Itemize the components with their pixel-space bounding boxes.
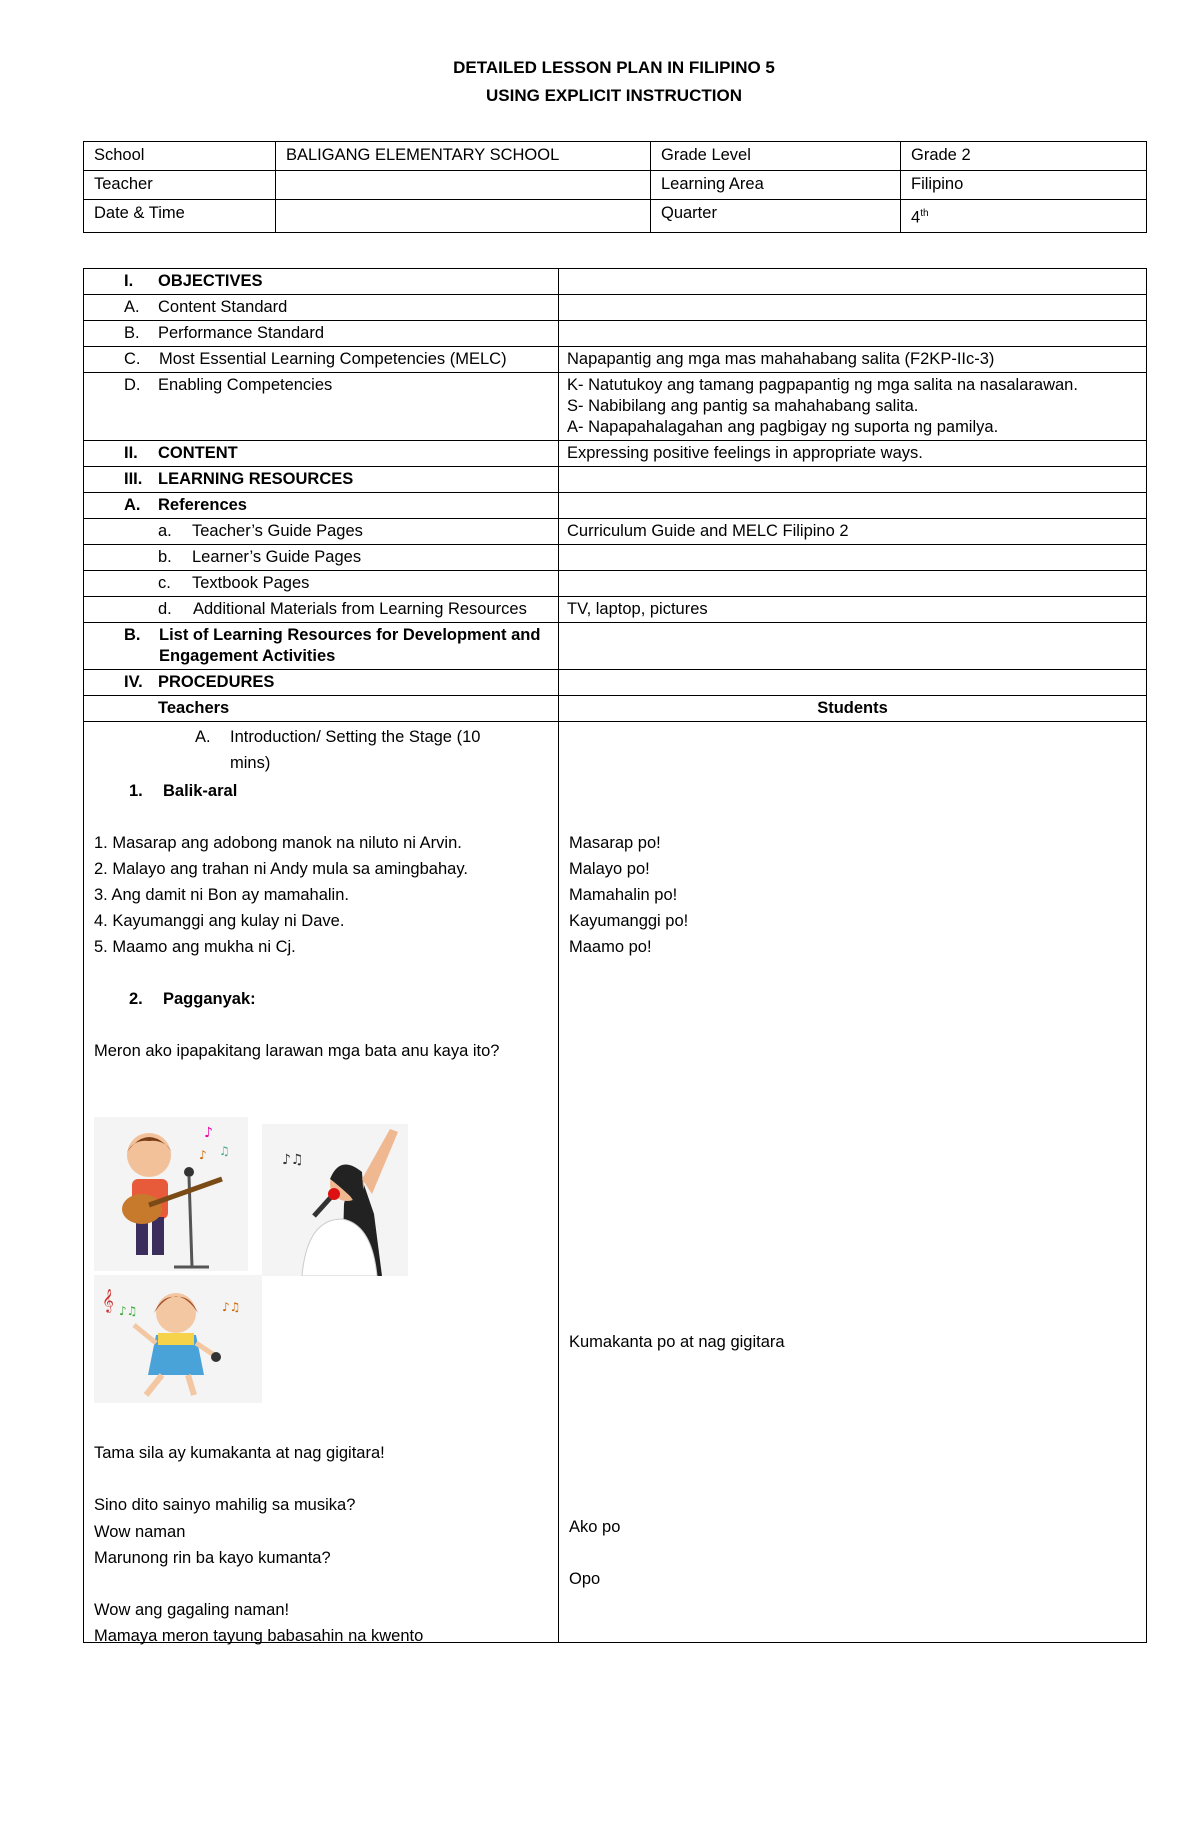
- melc-value: Napapantig ang mga mas mahahabang salita (F2KP-IIc-3): [559, 347, 1147, 373]
- student-procedure-cell: [559, 722, 1147, 1643]
- list-resources-row: B. List of Learning Resources for Development and Engagement Activities: [84, 623, 559, 670]
- pagganyak-heading: 2. Pagganyak:: [129, 990, 256, 1008]
- ako-answer: Ako po: [569, 1518, 621, 1536]
- grade-label: Grade Level: [651, 142, 901, 171]
- tg-value: Curriculum Guide and MELC Filipino 2: [559, 519, 1147, 545]
- sentence: 5. Maamo ang mukha ni Cj.: [94, 938, 296, 956]
- teachers-header: Teachers: [84, 696, 559, 722]
- tg-row: a. Teacher’s Guide Pages: [84, 519, 559, 545]
- area-value: Filipino: [901, 171, 1147, 200]
- sentence: 3. Ang damit ni Bon ay mamahalin.: [94, 886, 349, 904]
- enabling-row: D. Enabling Competencies: [84, 373, 559, 441]
- quarter-label: Quarter: [651, 200, 901, 233]
- teacher-label: Teacher: [84, 171, 276, 200]
- procedures-row: IV. PROCEDURES: [84, 670, 559, 696]
- tb-row: c. Textbook Pages: [84, 571, 559, 597]
- sentence: 4. Kayumanggi ang kulay ni Dave.: [94, 912, 345, 930]
- enabling-value: K- Natutukoy ang tamang pagpapantig ng mga salita na nasalarawan. S- Nabibilang ang pantig sa mahahabang salita. A- Napapahalagahan ang pagbigay ng suporta ng pamilya.: [559, 373, 1147, 441]
- teacher-value: [276, 171, 651, 200]
- marunong-text: Marunong rin ba kayo kumanta?: [94, 1549, 331, 1567]
- melc-row: C. Most Essential Learning Competencies (MELC): [84, 347, 559, 373]
- title-line-1: DETAILED LESSON PLAN IN FILIPINO 5: [453, 58, 775, 77]
- answer-list: [569, 830, 688, 960]
- answer: Maamo po!: [569, 938, 652, 956]
- svg-text:♪: ♪: [204, 1125, 213, 1141]
- additional-value: TV, laptop, pictures: [559, 597, 1147, 623]
- girl-singing-image: [262, 1124, 408, 1276]
- content-standard-row: A. Content Standard: [84, 295, 559, 321]
- title-line-2: USING EXPLICIT INSTRUCTION: [486, 86, 742, 105]
- info-table: [83, 141, 1147, 233]
- balik-aral-heading: 1. Balik-aral: [129, 782, 238, 800]
- grade-value: Grade 2: [901, 142, 1147, 171]
- content-value: Expressing positive feelings in appropriate ways.: [559, 441, 1147, 467]
- lg-row: b. Learner’s Guide Pages: [84, 545, 559, 571]
- additional-row: d. Additional Materials from Learning Resources: [84, 597, 559, 623]
- svg-text:♪♫: ♪♫: [282, 1152, 304, 1168]
- svg-text:♪: ♪: [199, 1148, 207, 1162]
- performance-standard-row: B. Performance Standard: [84, 321, 559, 347]
- content-row: II. CONTENT: [84, 441, 559, 467]
- answer: Malayo po!: [569, 860, 650, 878]
- wow-text: Wow naman: [94, 1523, 186, 1541]
- teacher-procedure-cell: [84, 722, 559, 1643]
- resources-row: III. LEARNING RESOURCES: [84, 467, 559, 493]
- date-label: Date & Time: [84, 200, 276, 233]
- answer: Mamahalin po!: [569, 886, 678, 904]
- sentence: 1. Masarap ang adobong manok na niluto ni Arvin.: [94, 834, 462, 852]
- tama-text: Tama sila ay kumakanta at nag gigitara!: [94, 1444, 385, 1462]
- opo-answer: Opo: [569, 1570, 601, 1588]
- sino-text: Sino dito sainyo mahilig sa musika?: [94, 1496, 356, 1514]
- intro-step: A. Introduction/ Setting the Stage (10 mins): [195, 728, 481, 772]
- sentence-list: [94, 830, 468, 960]
- date-value: [276, 200, 651, 233]
- girl-dancing-image: [94, 1275, 262, 1403]
- boy-guitar-image: [94, 1117, 248, 1271]
- answer: Masarap po!: [569, 834, 661, 852]
- pagganyak-prompt: Meron ako ipapakitang larawan mga bata anu kaya ito?: [94, 1042, 500, 1060]
- sentence: 2. Malayo ang trahan ni Andy mula sa amingbahay.: [94, 860, 468, 878]
- lesson-plan-table: [83, 268, 1147, 1643]
- quarter-value: 4th: [901, 200, 1147, 233]
- svg-text:♪♫: ♪♫: [119, 1304, 138, 1318]
- references-row: A. References: [84, 493, 559, 519]
- school-value: BALIGANG ELEMENTARY SCHOOL: [276, 142, 651, 171]
- svg-text:𝄞: 𝄞: [102, 1288, 114, 1312]
- objectives-row: I. OBJECTIVES: [84, 269, 559, 295]
- students-header: Students: [559, 696, 1147, 722]
- answer: Kayumanggi po!: [569, 912, 689, 930]
- svg-text:♫: ♫: [219, 1144, 230, 1158]
- area-label: Learning Area: [651, 171, 901, 200]
- picture-answer: Kumakanta po at nag gigitara: [569, 1333, 785, 1351]
- svg-text:♪♫: ♪♫: [222, 1300, 241, 1314]
- school-label: School: [84, 142, 276, 171]
- galing-text: Wow ang gagaling naman!: [94, 1601, 290, 1619]
- mamaya-text: Mamaya meron tayung babasahin na kwento: [94, 1627, 424, 1645]
